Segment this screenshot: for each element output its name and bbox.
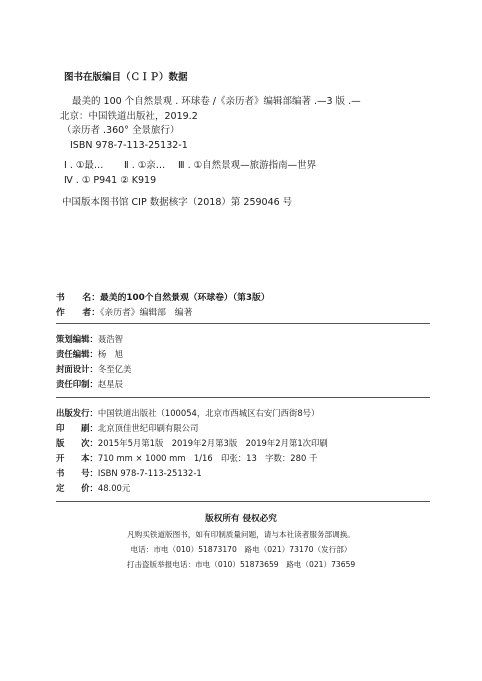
publishing-row [56,452,317,464]
rights-notice: 版权所有 侵权必究 [205,514,277,524]
book-author-value: 《亲历者》编辑部 编著 [100,308,193,318]
phone-info: 电话：市电（010）51873170 路电（021）73170（发行部） [130,545,352,554]
cip-class-4: Ⅳ . ① P941 ② K919 [64,175,157,186]
publishing-value: 48.00元 [97,483,131,493]
staff-row [56,333,123,345]
staff-row [56,378,123,390]
publishing-value: 710 mm × 1000 mm 1/16 印张：13 字数：280 千 [97,453,318,463]
book-author-label: 作 者： [56,308,100,318]
publishing-row [56,422,198,434]
publishing-value: ISBN 978-7-113-25132-1 [97,468,202,478]
staff-row [56,348,123,360]
cip-entry-line-1: 最美的 100 个自然景观 . 环球卷 /《亲历者》编辑部编著 .—3 版 .— [72,96,361,107]
cip-entry-line-3: （亲历者 .360° 全景旅行） [62,125,180,136]
cip-heading: 图书在版编目（ＣＩＰ）数据 [64,72,188,83]
publishing-label: 版 次： [56,438,98,448]
publishing-label: 书 号： [56,468,98,478]
book-author-row [56,305,192,318]
publishing-label: 印 刷： [56,423,98,433]
staff-value: 赵星辰 [97,379,123,389]
publishing-value: 北京顶佳世纪印刷有限公司 [97,423,199,433]
staff-label: 策划编辑： [56,334,98,344]
publishing-label: 开 本： [56,453,98,463]
book-title-label: 书 名： [56,293,100,303]
book-title-row [56,290,270,303]
publishing-value: 2015年5月第1版 2019年2月第3版 2019年2月第1次印刷 [97,438,328,448]
staff-label: 责任编辑： [56,349,98,359]
publishing-value: 中国铁道出版社（100054，北京市西城区右安门西街8号） [97,408,320,418]
divider-3 [56,501,430,502]
staff-value: 杨 旭 [97,349,123,359]
publishing-row [56,437,328,449]
book-title-value: 最美的100个自然景观（环球卷）（第3版） [100,293,270,303]
staff-value: 冬至亿美 [97,364,132,374]
divider-1 [56,323,430,324]
publishing-row [56,482,130,494]
piracy-report-phone: 打击盗版举报电话：市电（010）51873659 路电（021）73659 [126,560,356,569]
publishing-row [56,407,319,419]
exchange-notice: 凡购买铁道版图书，如有印制质量问题，请与本社读者服务部调换。 [127,530,355,539]
cip-data-number: 中国版本图书馆 CIP 数据核字（2018）第 259046 号 [62,197,293,208]
publishing-label: 出版发行： [56,408,98,418]
cip-entry-line-2: 北京：中国铁道出版社，2019.2 [60,111,198,122]
divider-2 [56,397,430,398]
publishing-label: 定 价： [56,483,98,493]
cip-class-3: Ⅲ . ①自然景观—旅游指南—世界 [178,160,317,171]
staff-value: 聂浩智 [97,334,123,344]
staff-label: 责任印制： [56,379,98,389]
cip-class-1: Ⅰ . ①最… [64,160,104,171]
staff-label: 封面设计： [56,364,98,374]
publishing-row [56,467,202,479]
cip-isbn: ISBN 978-7-113-25132-1 [70,140,188,151]
staff-row [56,363,131,375]
cip-class-2: Ⅱ . ①亲… [124,160,166,171]
